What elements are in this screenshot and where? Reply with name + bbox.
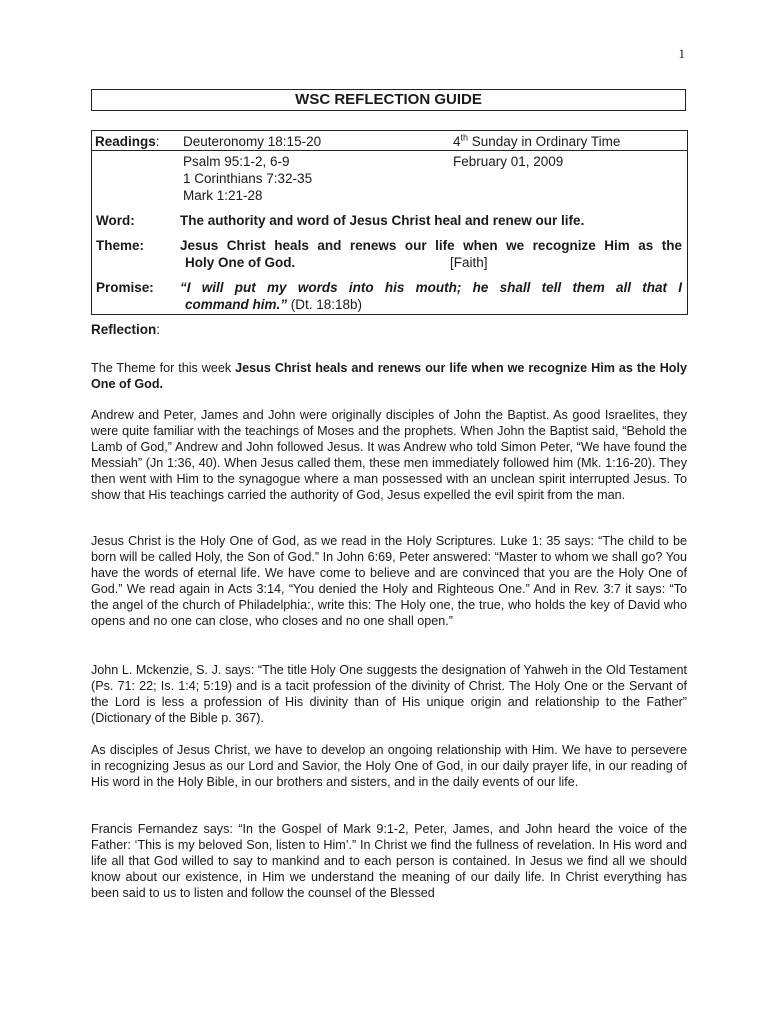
sunday-sup: th [460, 132, 469, 143]
promise-label: Promise: [96, 280, 154, 295]
sunday-rest: Sunday in Ordinary Time [468, 134, 621, 149]
sunday-num: 4 [453, 134, 461, 149]
paragraph-3-text: John L. Mckenzie, S. J. says: “The title Holy One suggests the designation of Yahweh in the Old Testament (Ps. 71: 22; Is. 1:4; 5:19) and is a tacit profession of the divinity of Christ. The Holy One or the Servant of the Lord is less a profession of His divinity than of His unique origin and relationship to the Father” (Dictionary of the Bible p. 367). [91, 663, 687, 725]
theme-line2: Holy One of God. [185, 255, 296, 270]
reading-3: 1 Corinthians 7:32-35 [183, 171, 313, 186]
paragraph-5 [91, 821, 687, 901]
readings-colon: : [155, 134, 160, 149]
page-number: 1 [678, 46, 685, 61]
intro-bold: Jesus Christ heals and renews our life when we recognize Him as the Holy One of God. [91, 361, 687, 391]
promise-line2: command him.” [185, 297, 288, 312]
word-text: The authority and word of Jesus Christ heal and renew our life. [180, 213, 585, 228]
theme-tag: [Faith] [450, 255, 488, 270]
theme-line1: Jesus Christ heals and renews our life when we recognize Him as the [180, 238, 682, 253]
reflection-label: Reflection [91, 322, 157, 337]
paragraph-3 [91, 662, 687, 726]
paragraph-4 [91, 742, 687, 790]
reflection-heading [91, 322, 160, 337]
reading-4: Mark 1:21-28 [183, 188, 263, 203]
promise-line1: “I will put my words into his mouth; he shall tell them all that I [180, 280, 682, 295]
word-label: Word: [96, 213, 135, 228]
paragraph-5-text: Francis Fernandez says: “In the Gospel of Mark 9:1-2, Peter, James, and John heard the voice of the Father: ‘This is my beloved Son, listen to Him’.” In Christ we find the fullness of revelation. In His word and life all that God willed to say to mankind and to each person is contained. In Jesus we find all we should know about our existence, in Him we understand the meaning of our daily life. In Christ everything has been said to us to listen and follow the counsel of the Blessed [91, 822, 687, 900]
readings-label: Readings [95, 134, 156, 149]
paragraph-1 [91, 407, 687, 503]
date: February 01, 2009 [453, 154, 564, 169]
paragraph-1-text: Andrew and Peter, James and John were originally disciples of John the Baptist. As good Israelites, they were quite familiar with the teachings of Moses and the prophets. When John the Baptist said, “Behold the Lamb of God,” Andrew and John followed Jesus. It was Andrew who told Simon Peter, “We have found the Messiah” (Jn 1:36, 40). When Jesus called them, these men immediately followed him (Mk. 1:16-20). They then went with Him to the synagogue where a man possessed with an unclean spirit interrupted Jesus. To show that His teachings carried the authority of God, Jesus expelled the evil spirit from the man. [91, 408, 687, 502]
readings-table [91, 130, 688, 204]
promise-ref: (Dt. 18:18b) [287, 297, 363, 312]
paragraph-4-text: As disciples of Jesus Christ, we have to develop an ongoing relationship with Him. We have to persevere in recognizing Jesus as our Lord and Savior, the Holy One of God, in our daily prayer life, in our reading of His word in the Holy Bible, in our brothers and sisters, and in the daily events of our life. [91, 743, 687, 789]
page-title: WSC REFLECTION GUIDE [91, 89, 686, 111]
reading-2: Psalm 95:1-2, 6-9 [183, 154, 290, 169]
reading-1: Deuteronomy 18:15-20 [179, 131, 449, 151]
paragraph-2 [91, 533, 687, 629]
theme-label: Theme: [96, 238, 145, 253]
theme-intro-paragraph [91, 360, 687, 392]
paragraph-2-text: Jesus Christ is the Holy One of God, as we read in the Holy Scriptures. Luke 1: 35 says: “The child to be born will be called Holy, the Son of God.” In John 6:69, Peter answered: “Master to whom we shall go? You have the words of eternal life. We have come to believe and are convinced that you are the Holy One of God.” We read again in Acts 3:14, “You denied the Holy and Righteous One.” And in Rev. 3:7 it says: “To the angel of the church of Philadelphia:, write this: The Holy one, the true, who holds the key of David who opens and no one can close, who closes and no one shall open.” [91, 534, 687, 628]
reflection-colon: : [156, 322, 161, 337]
sunday-label [449, 131, 688, 151]
readings-label-cell [91, 131, 179, 151]
intro-plain: The Theme for this week [91, 361, 236, 375]
